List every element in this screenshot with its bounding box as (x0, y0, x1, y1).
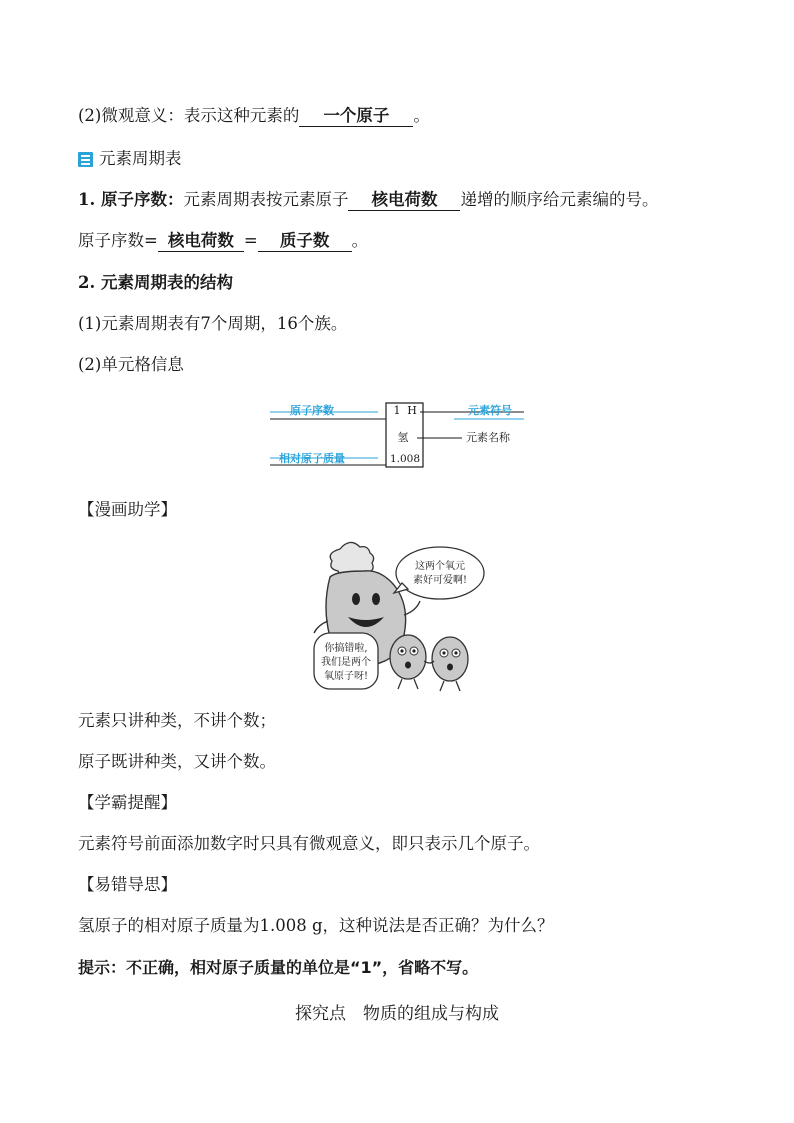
speech-bubble (396, 547, 484, 599)
tip-text: 元素符号前面添加数字时只具有微观意义，即只表示几个原子。 (78, 834, 540, 853)
error-heading: 【易错导思】 (78, 875, 177, 894)
rule-element: 元素只讲种类，不讲个数； (78, 711, 276, 730)
cell-name: 氢 (397, 431, 409, 444)
list-icon (78, 152, 93, 167)
micro-meaning-line: (2)微观意义：表示这种元素的 一个原子 。 (78, 106, 430, 125)
label-relative-mass: 相对原子质量 (279, 452, 345, 465)
structure-heading: 2. 元素周期表的结构 (78, 273, 233, 292)
comic-heading: 【漫画助学】 (78, 500, 177, 519)
periods-line: (1)元素周期表有7个周期，16个族。 (78, 314, 348, 333)
cell-mass: 1.008 (389, 453, 421, 465)
bubble1-text-1: 这两个氧元 (415, 561, 465, 572)
answer-blank: 核电荷数 (158, 231, 244, 252)
label-atomic-number: 原子序数 (290, 404, 334, 417)
error-hint: 提示：不正确，相对原子质量的单位是“1”，省略不写。 (78, 958, 479, 977)
oxygen-atom-character (432, 637, 468, 681)
comic-illustration (310, 537, 490, 695)
label-element-name: 元素名称 (466, 431, 510, 444)
explore-title: 探究点 物质的组成与构成 (295, 1004, 499, 1024)
label-element-symbol: 元素符号 (468, 404, 512, 417)
answer-blank: 一个原子 (299, 106, 413, 127)
atomic-number-equation: 原子序数= 核电荷数 = 质子数 。 (78, 231, 369, 250)
oxygen-atom-character (390, 635, 426, 679)
bubble2-text-1: 你搞错啦, (324, 643, 368, 654)
bubble2-text-3: 氧原子呀! (323, 671, 369, 682)
bubble2-text-2: 我们是两个 (321, 657, 371, 668)
answer-blank: 核电荷数 (348, 190, 460, 211)
section-heading: 元素周期表 (78, 148, 182, 170)
cell-info-line: (2)单元格信息 (78, 355, 184, 374)
tip-heading: 【学霸提醒】 (78, 793, 177, 812)
atomic-number-definition: 1. 原子序数：元素周期表按元素原子 核电荷数 递增的顺序给元素编的号。 (78, 190, 659, 209)
bubble1-text-2: 素好可爱啊! (412, 575, 468, 586)
rule-atom: 原子既讲种类，又讲个数。 (78, 752, 276, 771)
cell-symbol: H (407, 404, 417, 417)
cell-atomic-number: 1 (393, 404, 401, 417)
periodic-cell-diagram (262, 392, 542, 474)
error-question: 氢原子的相对原子质量为1.008 g，这种说法是否正确？为什么？ (78, 916, 554, 935)
answer-blank: 质子数 (258, 231, 352, 252)
